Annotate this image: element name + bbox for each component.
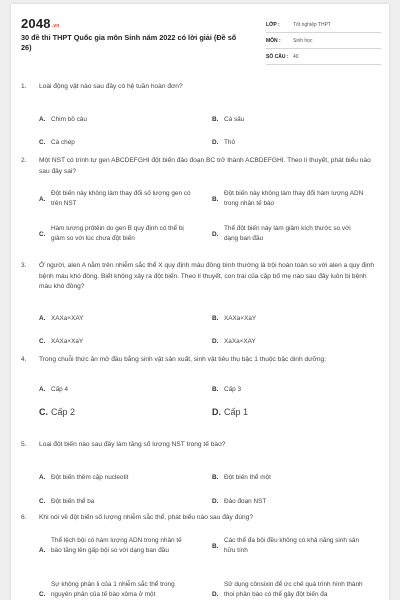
question-body: Ở người, alen A nằm trên nhiễm sắc thể X quy định máu đông bình thường là trội hoàn toàn so với alen a quy định bệnh máu khó đông. Biết không xảy ra đột biến. Theo lí thuyết, con trai của cặp bố mẹ nào sau đây luôn bị bệnh máu khó đông? xyxy=(39,262,375,290)
question-body: Loại đột biến nào sau đây làm tăng số lượng NST trong tế bào? xyxy=(39,441,226,448)
question-text xyxy=(21,156,381,177)
option-text: Thỏ xyxy=(224,138,236,146)
question-text xyxy=(21,440,381,451)
option-text: Sử dụng cônsixin để ức chế quá trình hình thành thoi phân bào có thể gây đột biến đa xyxy=(224,580,363,598)
option-letter: C. xyxy=(39,590,46,598)
option-text: Đột biến thể ba xyxy=(51,497,95,505)
option-text: Chim bồ câu xyxy=(51,115,87,123)
option-letter: B. xyxy=(212,542,219,550)
question-text xyxy=(21,355,381,366)
option-letter: B. xyxy=(212,115,219,123)
option-text: Cấp 4 xyxy=(51,385,69,393)
meta-label: SỐ CÂU : xyxy=(266,53,289,60)
question-6 xyxy=(21,513,381,598)
option-text: Các thể đa bội đều không có khả năng sinh sản hữu tính xyxy=(224,536,360,554)
option-letter: A. xyxy=(39,473,46,481)
option-letter: C. xyxy=(39,497,46,505)
option-text: Đột biến này không làm thay đổi hàm lượng ADN trong nhân tế bào xyxy=(224,190,364,207)
question-number: 4. xyxy=(21,356,27,363)
option-text: Thể lệch bội có hàm lượng ADN trong nhân tế bào tăng lên gấp bội so với dạng ban đầu xyxy=(51,536,182,554)
option-letter: C. xyxy=(39,231,46,238)
option-letter: C. xyxy=(39,406,48,417)
question-3 xyxy=(21,261,381,345)
option-text: Hàm lượng prôtêin do gen B quy định có thể bị giảm so với lúc chưa đột biến xyxy=(51,225,184,242)
question-5 xyxy=(21,440,381,505)
option-letter: A. xyxy=(39,314,46,322)
option-text: Cá chép xyxy=(51,138,75,146)
meta-value: 40 xyxy=(293,53,299,60)
option-letter: B. xyxy=(212,473,219,481)
option-text: Thể đột biến này làm giảm kích thước so với dạng ban đầu xyxy=(224,225,351,242)
question-text xyxy=(21,82,381,93)
meta-row-class xyxy=(266,17,381,33)
option-text: XAXa×XaY xyxy=(224,314,257,322)
option-text: Cấp 3 xyxy=(224,385,242,393)
logo-text: 2048 xyxy=(21,16,51,31)
question-number: 1. xyxy=(21,83,27,90)
question-4 xyxy=(21,355,381,417)
meta-row-subject xyxy=(266,33,381,49)
option-text: Cấp 1 xyxy=(224,406,249,417)
option-text: Sự không phân li của 1 nhiễm sắc thể trong nguyên phân của tế bào xôma ở một xyxy=(51,580,175,598)
option-letter: C. xyxy=(39,138,46,146)
option-letter: B. xyxy=(212,196,219,203)
document-page xyxy=(11,4,389,600)
option-letter: B. xyxy=(212,314,219,322)
option-letter: C. xyxy=(39,337,46,345)
document-title: 30 đề thi THPT Quốc gia môn Sinh năm 2022 có lời giải (Đề số 26) xyxy=(21,33,237,52)
option-letter: B. xyxy=(212,385,219,393)
option-letter: D. xyxy=(212,138,219,146)
option-letter: D. xyxy=(212,406,221,417)
meta-label: MÔN : xyxy=(266,37,281,44)
meta-value: Tốt nghiệp THPT xyxy=(293,21,331,28)
question-1 xyxy=(21,82,381,146)
meta-value: Sinh học xyxy=(293,37,313,44)
option-text: Đột biến này không làm thay đổi số lượng gen có trên NST xyxy=(51,190,191,207)
logo-suffix: .vn xyxy=(51,23,60,29)
question-body: Loài động vật nào sau đây có hệ tuần hoàn đơn? xyxy=(39,83,183,90)
question-text xyxy=(21,513,381,524)
question-text xyxy=(21,261,381,293)
site-logo[interactable] xyxy=(21,16,60,31)
meta-row-count xyxy=(266,49,381,65)
meta-label: LỚP : xyxy=(266,21,280,28)
option-text: Đảo đoạn NST xyxy=(224,497,267,505)
option-text: Đột biến thể một xyxy=(224,473,271,481)
question-number: 2. xyxy=(21,157,27,164)
option-letter: A. xyxy=(39,115,46,123)
question-body: Một NST có trình tự gen ABCDEFGHI đột biến đảo đoạn BC trở thành ACBDEFGHI. Theo lí thuyết, phát biểu nào sau đây sai? xyxy=(39,157,371,175)
document-meta xyxy=(266,17,381,65)
option-letter: D. xyxy=(212,590,219,598)
option-letter: D. xyxy=(212,337,219,345)
option-text: XAXa×XAY xyxy=(51,314,84,322)
question-number: 6. xyxy=(21,514,27,521)
option-letter: A. xyxy=(39,196,46,203)
question-body: Trong chuỗi thức ăn mở đầu bằng sinh vật sản xuất, sinh vật tiêu thụ bậc 1 thuộc bậc dinh dưỡng: xyxy=(39,356,327,363)
option-text: XaXa×XAY xyxy=(224,337,256,345)
option-text: XAXa×XaY xyxy=(51,337,84,345)
question-number: 5. xyxy=(21,441,27,448)
document-header xyxy=(21,16,381,76)
question-2 xyxy=(21,156,381,242)
option-letter: D. xyxy=(212,497,219,505)
option-text: Cá sấu xyxy=(224,115,245,123)
question-number: 3. xyxy=(21,262,27,269)
option-text: Đột biến thêm cặp nucleotit xyxy=(51,473,129,481)
option-letter: A. xyxy=(39,385,46,393)
question-body: Khi nói về đột biến số lượng nhiễm sắc thể, phát biểu nào sau đây đúng? xyxy=(39,514,254,521)
option-letter: A. xyxy=(39,546,46,554)
option-letter: D. xyxy=(212,231,219,238)
option-text: Cấp 2 xyxy=(51,406,76,417)
